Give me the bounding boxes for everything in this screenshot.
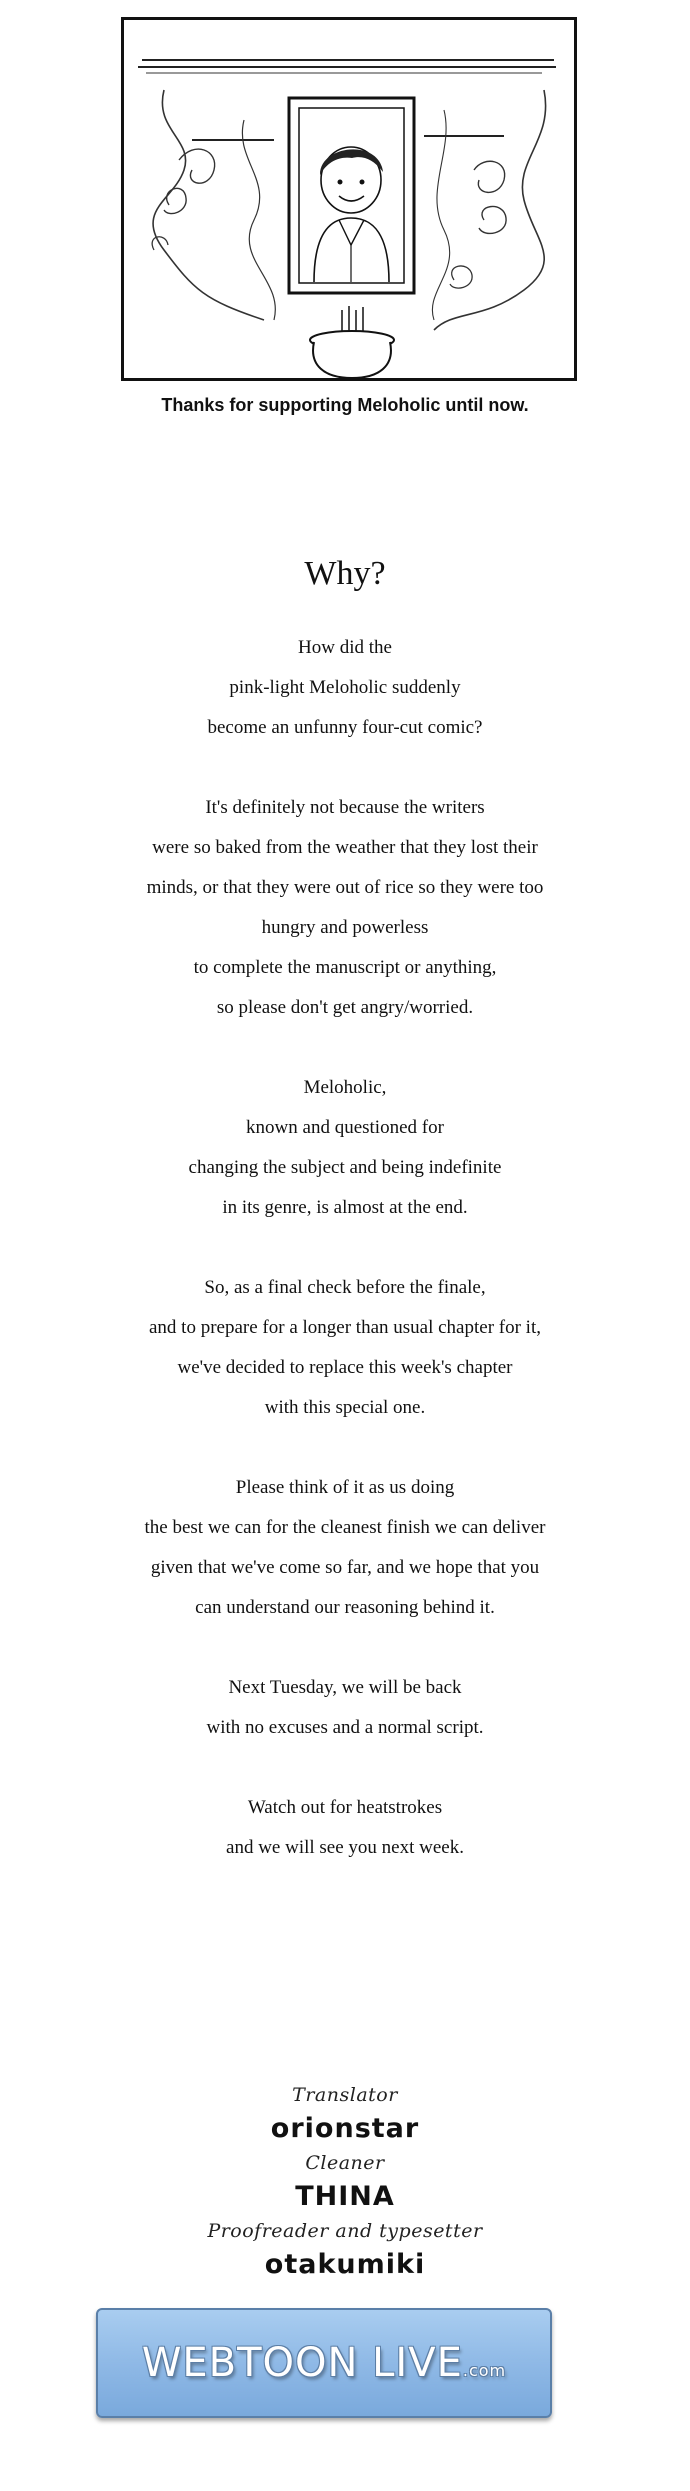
message-line: hungry and powerless — [261, 917, 429, 938]
translator-name: orionstar — [270, 2113, 420, 2144]
message-line: pink-light Meloholic suddenly — [229, 677, 461, 698]
message-line: given that we've come so far, and we hope that you — [150, 1557, 540, 1578]
memorial-illustration — [121, 17, 577, 381]
message-line: were so baked from the weather that they lost their — [152, 837, 538, 858]
webtoon-live-logo — [98, 2340, 550, 2386]
message-line: and we will see you next week. — [226, 1837, 464, 1858]
message-line: It's definitely not because the writers — [205, 797, 485, 818]
translator-role: Translator — [292, 2084, 398, 2106]
page-title: Why? — [304, 555, 386, 592]
logo-domain-text: .com — [462, 2361, 507, 2380]
message-line: changing the subject and being indefinite — [188, 1157, 502, 1178]
message-paragraph — [60, 1788, 630, 1868]
message-line: Meloholic, — [303, 1077, 387, 1098]
message-paragraph — [60, 1068, 630, 1228]
scanlation-credits — [0, 2080, 690, 2284]
message-paragraph — [60, 1268, 630, 1428]
message-line: to complete the manuscript or anything, — [193, 957, 497, 978]
message-line: minds, or that they were out of rice so they were too — [146, 877, 544, 898]
message-line: in its genre, is almost at the end. — [222, 1197, 468, 1218]
message-line: Please think of it as us doing — [235, 1477, 455, 1498]
message-line: Watch out for heatstrokes — [247, 1797, 443, 1818]
proofreader-role: Proofreader and typesetter — [207, 2220, 483, 2242]
message-paragraph — [60, 788, 630, 1028]
memorial-drawing — [124, 20, 574, 378]
panel-caption: Thanks for supporting Meloholic until now. — [161, 395, 529, 415]
message-line: and to prepare for a longer than usual chapter for it, — [149, 1317, 541, 1338]
announcement-message — [60, 628, 630, 1908]
message-line: we've decided to replace this week's chapter — [177, 1357, 513, 1378]
cleaner-role: Cleaner — [305, 2152, 385, 2174]
message-paragraph — [60, 1468, 630, 1628]
message-line: so please don't get angry/worried. — [216, 997, 474, 1018]
proofreader-name: otakumiki — [264, 2249, 426, 2280]
message-line: Next Tuesday, we will be back — [228, 1677, 462, 1698]
message-line: with no excuses and a normal script. — [206, 1717, 484, 1738]
message-line: So, as a final check before the finale, — [204, 1277, 486, 1298]
message-line: with this special one. — [264, 1397, 426, 1418]
webtoon-live-banner[interactable] — [96, 2308, 552, 2418]
message-line: the best we can for the cleanest finish we can deliver — [144, 1517, 546, 1538]
message-line: known and questioned for — [246, 1117, 444, 1138]
cleaner-name: THINA — [295, 2181, 395, 2212]
logo-main-text: WEBTOON LIVE — [141, 2340, 463, 2386]
message-line: can understand our reasoning behind it. — [195, 1597, 495, 1618]
message-paragraph — [60, 1668, 630, 1748]
message-paragraph — [60, 628, 630, 748]
message-line: How did the — [298, 637, 392, 658]
message-line: become an unfunny four-cut comic? — [207, 717, 483, 738]
